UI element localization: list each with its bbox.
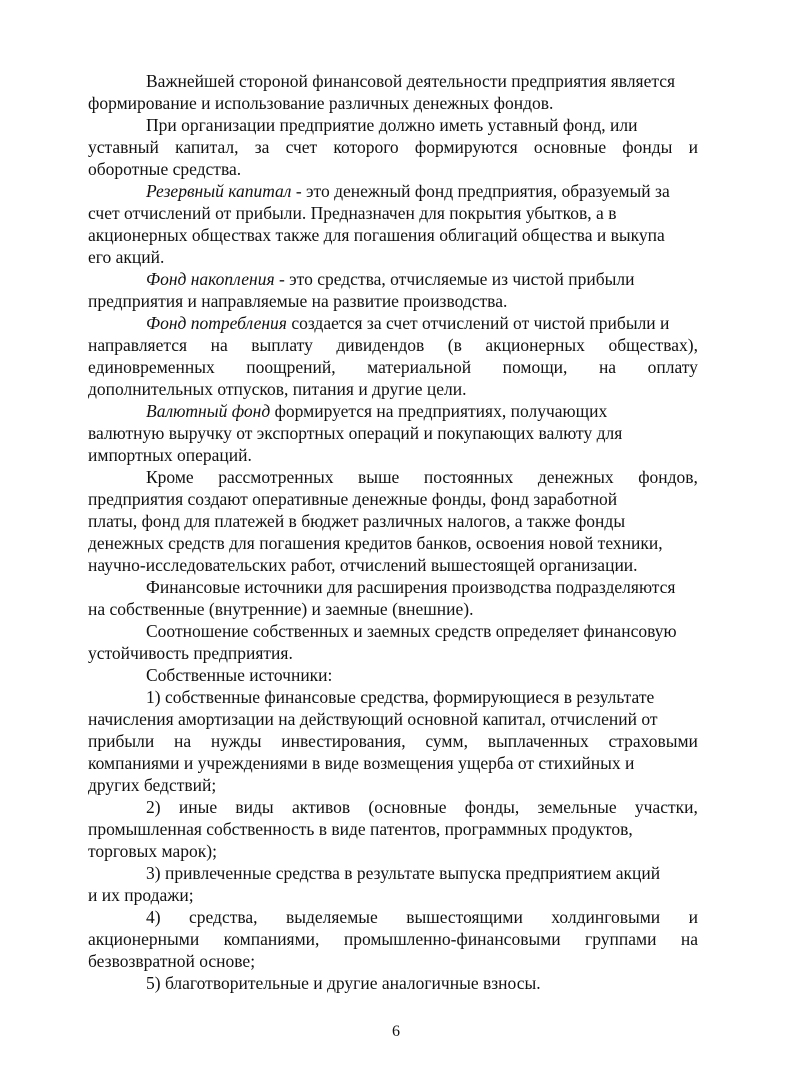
paragraph-6-line-3: импортных операций.	[88, 445, 252, 465]
word: единовременных	[88, 357, 215, 377]
paragraph-3-line-1	[146, 180, 670, 202]
word: акционерных	[485, 335, 585, 355]
word: за	[254, 137, 270, 157]
word: основные	[533, 137, 607, 157]
paragraph-3-line-2: счет отчислений от прибыли. Предназначен для покрытия убытков, а в	[88, 203, 617, 223]
page-number: 6	[392, 1023, 400, 1040]
word: на	[174, 731, 192, 751]
paragraph-9-line-2: устойчивость предприятия.	[88, 643, 293, 663]
word: выплату	[251, 335, 313, 355]
word: Кроме	[146, 467, 194, 487]
paragraph-2-line-3: оборотные средства.	[88, 159, 242, 179]
word: выплаченных	[487, 731, 589, 751]
list-item-1-line-1: 1) собственные финансовые средства, формирующиеся в результате	[146, 687, 655, 707]
paragraph-3-line-4: его акций.	[88, 247, 165, 267]
paragraph-7-line-3: платы, фонд для платежей в бюджет различных налогов, а также фонды	[88, 511, 626, 531]
word: акционерными	[88, 929, 200, 949]
word: и	[688, 907, 698, 927]
paragraph-9-line-1: Соотношение собственных и заемных средств определяет финансовую	[146, 621, 677, 641]
word: поощрений,	[246, 357, 336, 377]
list-item-3-line-1: 3) привлеченные средства в результате выпуска предприятием акций	[146, 863, 661, 883]
word: дивидендов	[336, 335, 425, 355]
paragraph-5-line-1	[146, 312, 669, 334]
word: которого	[333, 137, 399, 157]
word: иные	[178, 797, 218, 817]
word: выше	[358, 467, 400, 487]
list-item-2-line-3: торговых марок);	[88, 841, 217, 861]
list-item-4-line-2	[88, 928, 698, 950]
term-reserve-capital: Резервный капитал	[146, 181, 292, 201]
paragraph-1-line-1: Важнейшей стороной финансовой деятельности предприятия является	[146, 71, 676, 91]
paragraph-4-line-1-rest: - это средства, отчисляемые из чистой прибыли	[274, 269, 635, 289]
paragraph-3-line-3: акционерных обществах также для погашения облигаций общества и выкупа	[88, 225, 665, 245]
paragraph-5-line-4: дополнительных отпусков, питания и другие цели.	[88, 379, 467, 399]
word: фонды	[622, 137, 673, 157]
paragraph-1-line-2: формирование и использование различных денежных фондов.	[88, 93, 554, 113]
word: холдинговыми	[551, 907, 661, 927]
word: на	[598, 357, 617, 377]
word: обществах),	[608, 335, 698, 355]
paragraph-5-line-3	[88, 356, 698, 378]
word: 2)	[146, 797, 161, 817]
word: выделяемые	[285, 907, 378, 927]
word: рассмотренных	[218, 467, 334, 487]
word: и	[688, 137, 698, 157]
paragraph-7-line-4: денежных средств для погашения кредитов банков, освоения новой техники,	[88, 533, 663, 553]
paragraph-2-line-1: При организации предприятие должно иметь уставный фонд, или	[146, 115, 638, 135]
list-item-3-line-2: и их продажи;	[88, 885, 194, 905]
paragraph-4-line-2: предприятия и направляемые на развитие производства.	[88, 291, 508, 311]
word: вышестоящими	[406, 907, 523, 927]
word: 4)	[146, 907, 161, 927]
word: виды	[235, 797, 274, 817]
list-item-1-line-2: начисления амортизации на действующий основной капитал, отчислений от	[88, 709, 658, 729]
word: промышленно-финансовыми	[343, 929, 561, 949]
word: помощи,	[502, 357, 568, 377]
term-currency-fund: Валютный фонд	[146, 401, 271, 421]
word: капитал,	[175, 137, 239, 157]
word: на	[680, 929, 698, 949]
own-sources-heading: Собственные источники:	[146, 665, 333, 685]
word: земельные	[537, 797, 617, 817]
word: активов	[291, 797, 351, 817]
word: формируются	[414, 137, 518, 157]
paragraph-5-line-1-rest: создается за счет отчислений от чистой прибыли и	[286, 313, 670, 333]
paragraph-6-line-2: валютную выручку от экспортных операций и покупающих валюту для	[88, 423, 623, 443]
term-consumption-fund: Фонд потребления	[146, 313, 287, 333]
word: группами	[585, 929, 657, 949]
list-item-5-line-1: 5) благотворительные и другие аналогичные взносы.	[146, 973, 541, 993]
paragraph-8-line-2: на собственные (внутренние) и заемные (внешние).	[88, 599, 474, 619]
paragraph-6-line-1	[146, 400, 607, 422]
word: направляется	[88, 335, 188, 355]
list-item-1-line-4: компаниями и учреждениями в виде возмещения ущерба от стихийных и	[88, 753, 635, 773]
word: на	[210, 335, 228, 355]
list-item-4-line-1	[146, 906, 698, 928]
word: денежных	[537, 467, 614, 487]
word: сумм,	[425, 731, 468, 751]
word: (основные	[368, 797, 447, 817]
paragraph-4-line-1	[146, 268, 635, 290]
word: материальной	[367, 357, 472, 377]
word: оплату	[647, 357, 698, 377]
word: нужды	[210, 731, 262, 751]
paragraph-8-line-1: Финансовые источники для расширения производства подразделяются	[146, 577, 676, 597]
word: фонды,	[464, 797, 520, 817]
list-item-1-line-3	[88, 730, 698, 752]
word: инвестирования,	[281, 731, 406, 751]
list-item-4-line-3: безвозвратной основе;	[88, 951, 256, 971]
term-accumulation-fund: Фонд накопления	[146, 269, 275, 289]
list-item-1-line-5: других бедствий;	[88, 775, 217, 795]
word: компаниями,	[223, 929, 320, 949]
word: фондов,	[638, 467, 698, 487]
paragraph-2-line-2	[88, 136, 698, 158]
paragraph-7-line-1	[146, 466, 698, 488]
word: счет	[285, 137, 318, 157]
list-item-2-line-2: промышленная собственность в виде патентов, программных продуктов,	[88, 819, 633, 839]
list-item-2-line-1	[146, 796, 698, 818]
word: участки,	[634, 797, 698, 817]
word: средства,	[188, 907, 258, 927]
word: уставный	[88, 137, 159, 157]
word: страховыми	[608, 731, 698, 751]
paragraph-5-line-2	[88, 334, 698, 356]
word: (в	[447, 335, 462, 355]
paragraph-3-line-1-rest: - это денежный фонд предприятия, образуемый за	[291, 181, 670, 201]
paragraph-7-line-2: предприятия создают оперативные денежные фонды, фонд заработной	[88, 489, 618, 509]
paragraph-7-line-5: научно-исследовательских работ, отчислений вышестоящей организации.	[88, 555, 638, 575]
paragraph-6-line-1-rest: формируется на предприятиях, получающих	[270, 401, 608, 421]
word: постоянных	[423, 467, 514, 487]
word: прибыли	[88, 731, 155, 751]
